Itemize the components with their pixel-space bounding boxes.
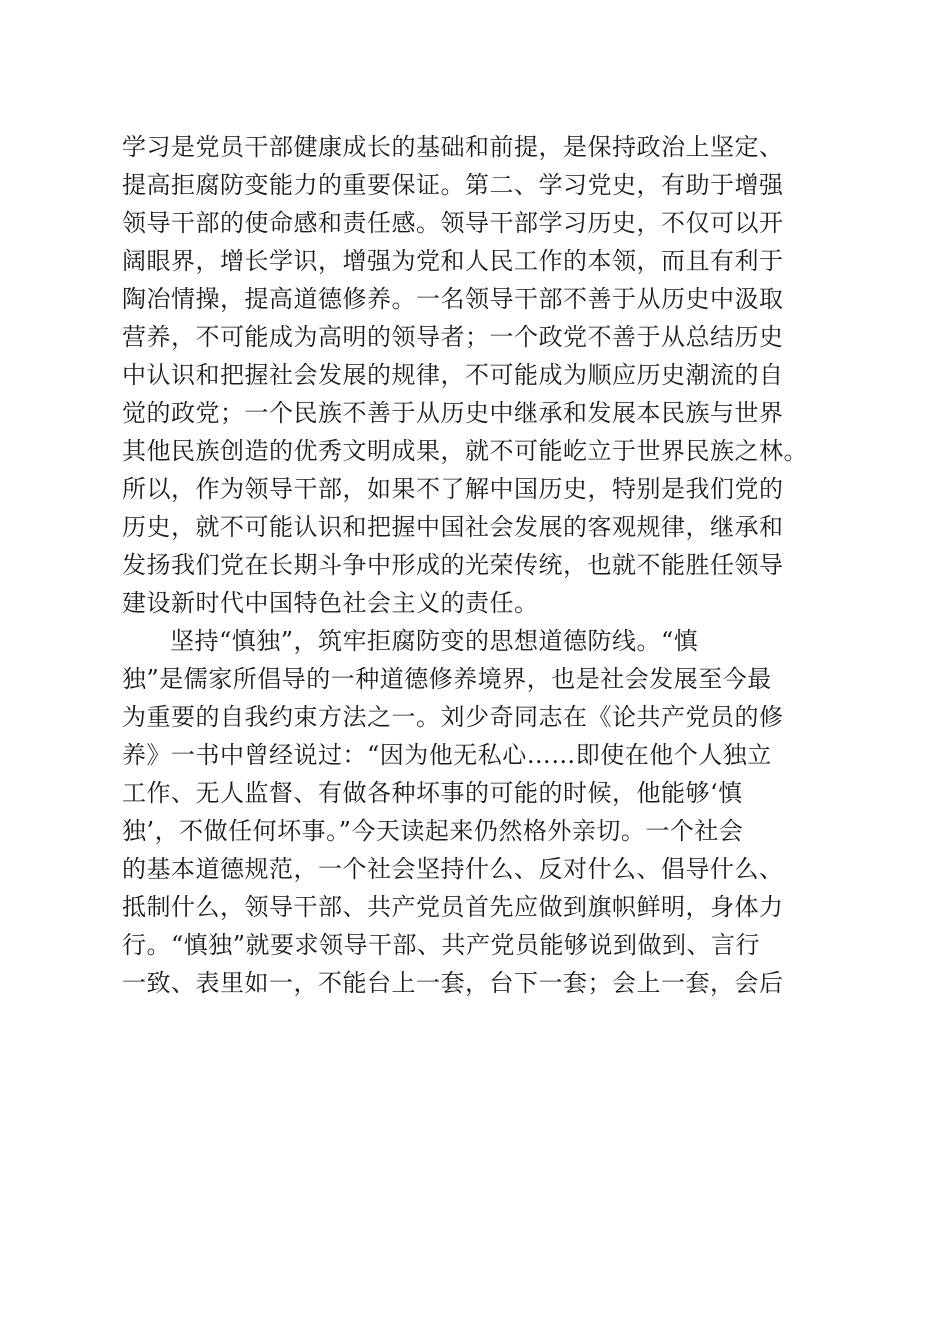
- text-line: 独”是儒家所倡导的一种道德修养境界，也是社会发展至今最: [122, 665, 772, 693]
- text-line: 养》一书中曾经说过：“因为他无私心……即使在他个人独立: [122, 741, 772, 769]
- body-text: [122, 128, 832, 1002]
- text-line: 觉的政党；一个民族不善于从历史中继承和发展本民族与世界: [122, 399, 784, 427]
- text-line: 阔眼界，增长学识，增强为党和人民工作的本领，而且有利于: [122, 247, 784, 275]
- text-line: 营养，不可能成为高明的领导者；一个政党不善于从总结历史: [122, 323, 784, 351]
- text-line: 独’，不做任何坏事。”今天读起来仍然格外亲切。一个社会: [122, 817, 744, 845]
- text-line: 坚持“慎独”，筑牢拒腐防变的思想道德防线。“慎: [170, 627, 699, 655]
- text-line: 行。“慎独”就要求领导干部、共产党员能够说到做到、言行: [122, 931, 761, 959]
- text-line: 领导干部的使命感和责任感。领导干部学习历史，不仅可以开: [122, 209, 784, 237]
- text-line: 中认识和把握社会发展的规律，不可能成为顺应历史潮流的自: [122, 361, 784, 389]
- text-line: 学习是党员干部健康成长的基础和前提，是保持政治上坚定、: [122, 133, 784, 161]
- paragraph-1: [122, 128, 832, 622]
- text-line: 提高拒腐防变能力的重要保证。第二、学习党史，有助于增强: [122, 171, 784, 199]
- text-line: 一致、表里如一，不能台上一套，台下一套；会上一套，会后: [122, 969, 784, 997]
- text-line: 陶冶情操，提高道德修养。一名领导干部不善于从历史中汲取: [122, 285, 784, 313]
- text-line: 建设新时代中国特色社会主义的责任。: [122, 589, 539, 617]
- paragraph-2: [122, 622, 832, 1002]
- text-line: 为重要的自我约束方法之一。刘少奇同志在《论共产党员的修: [122, 703, 784, 731]
- text-line: 其他民族创造的优秀文明成果，就不可能屹立于世界民族之林。: [122, 437, 808, 465]
- text-line: 的基本道德规范，一个社会坚持什么、反对什么、倡导什么、: [122, 855, 784, 883]
- text-line: 发扬我们党在长期斗争中形成的光荣传统，也就不能胜任领导: [122, 551, 784, 579]
- text-line: 所以，作为领导干部，如果不了解中国历史，特别是我们党的: [122, 475, 784, 503]
- text-line: 工作、无人监督、有做各种坏事的可能的时候，他能够‘慎: [122, 779, 743, 807]
- text-line: 历史，就不可能认识和把握中国社会发展的客观规律，继承和: [122, 513, 784, 541]
- text-line: 抵制什么，领导干部、共产党员首先应做到旗帜鲜明，身体力: [122, 893, 784, 921]
